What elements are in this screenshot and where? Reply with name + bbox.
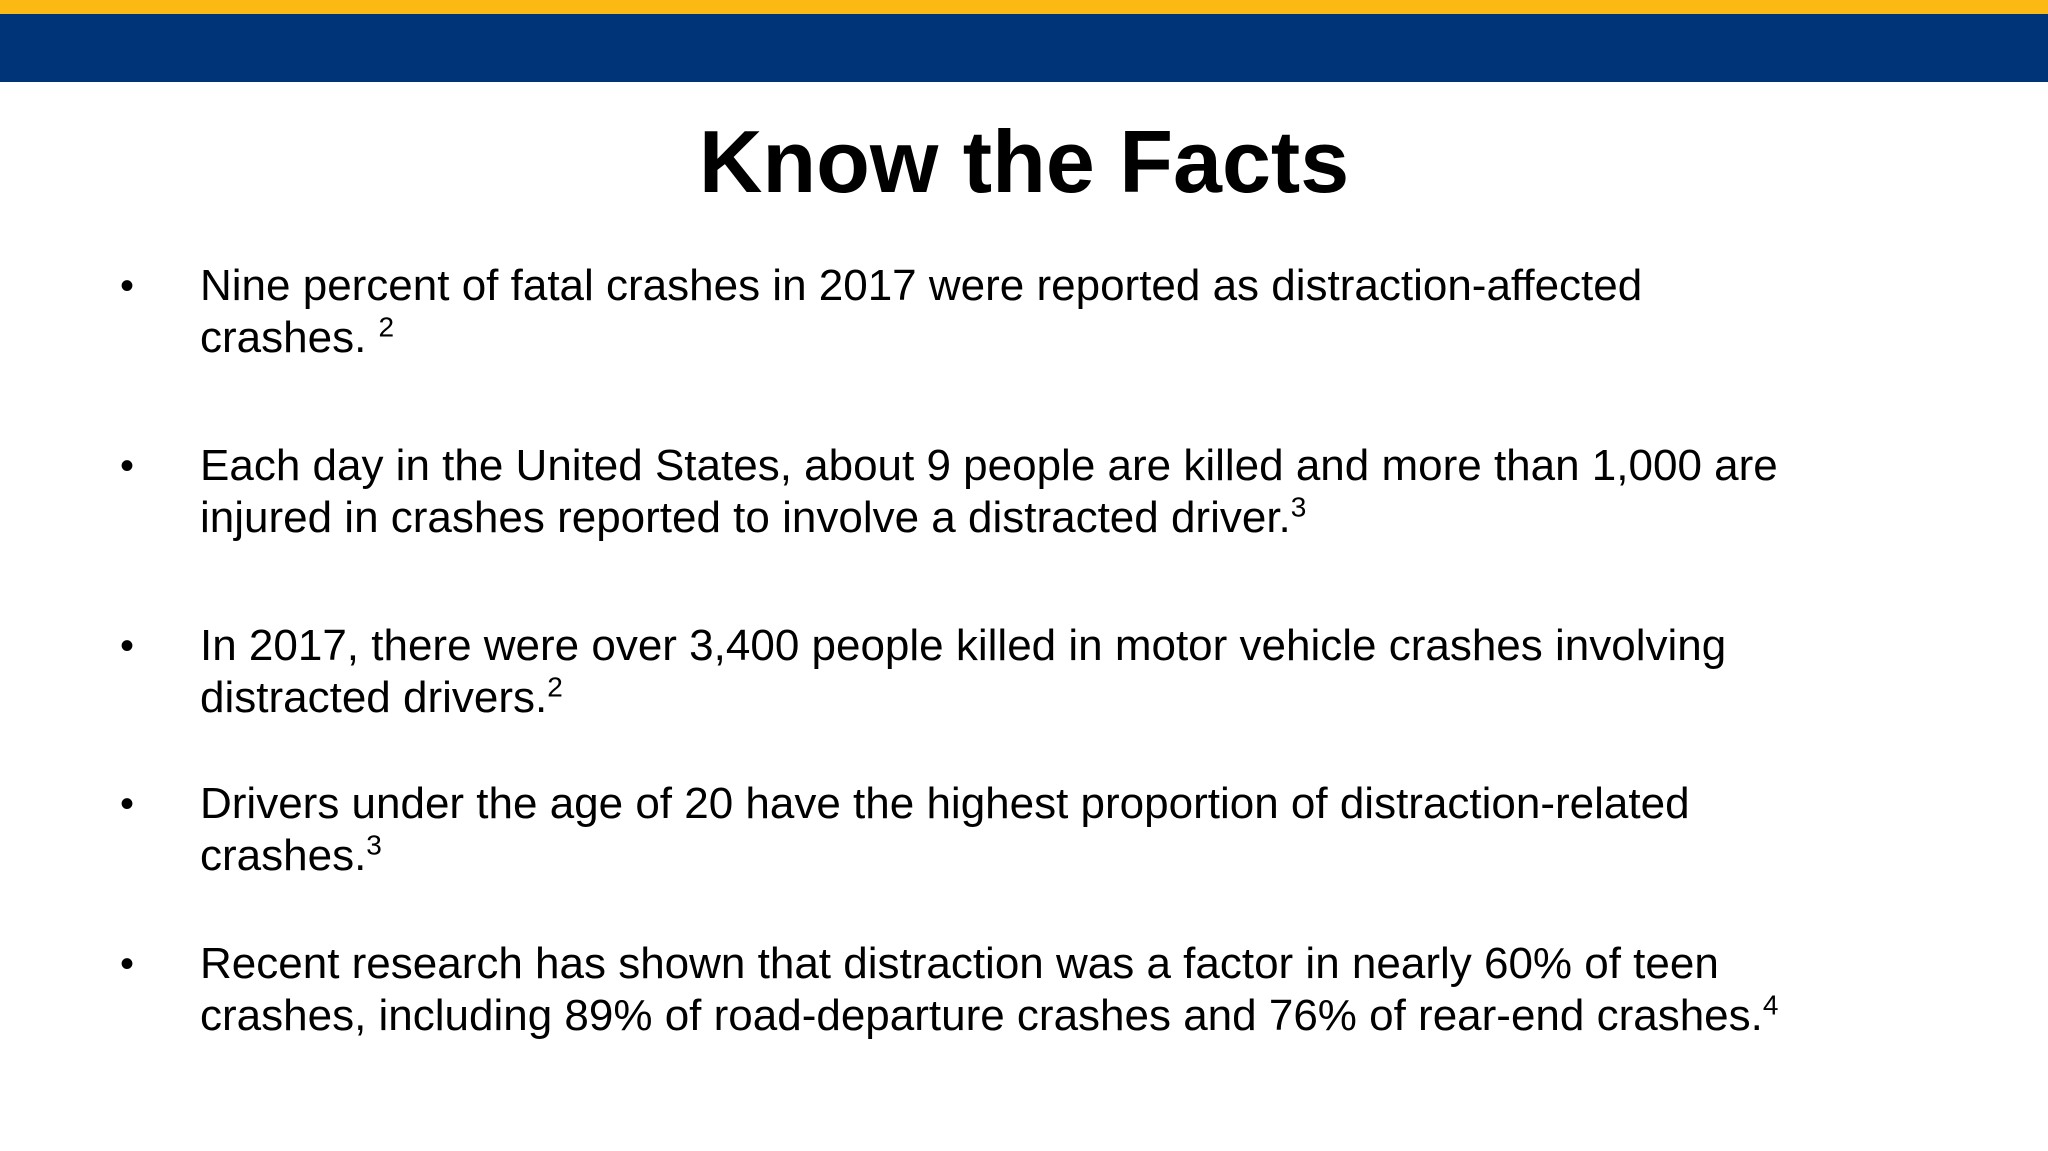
footnote-ref: 4 <box>1762 989 1779 1021</box>
fact-line: Nine percent of fatal crashes in 2017 were reported as distraction-affected <box>200 261 1643 310</box>
fact-text <box>200 778 2048 882</box>
footnote-ref: 3 <box>1290 491 1307 523</box>
bullet-icon: • <box>120 942 135 986</box>
fact-line: injured in crashes reported to involve a distracted driver. <box>200 493 1291 542</box>
footnote-ref: 2 <box>378 311 395 343</box>
fact-text <box>200 620 2048 724</box>
footnote-ref: 2 <box>547 671 563 703</box>
footnote-ref: 3 <box>366 829 382 861</box>
fact-text <box>200 440 2048 544</box>
bullet-icon: • <box>120 444 135 488</box>
fact-line: In 2017, there were over 3,400 people killed in motor vehicle crashes involving <box>200 621 1727 670</box>
fact-line: Drivers under the age of 20 have the highest proportion of distraction-related <box>200 779 1690 828</box>
bullet-icon: • <box>120 782 135 826</box>
header-blue-band <box>0 14 2048 82</box>
fact-line: Recent research has shown that distraction was a factor in nearly 60% of teen <box>200 939 1719 988</box>
bullet-icon: • <box>120 624 135 668</box>
bullet-icon: • <box>120 264 135 308</box>
fact-line: Each day in the United States, about 9 people are killed and more than 1,000 are <box>200 441 1778 490</box>
fact-line: crashes, including 89% of road-departure crashes and 76% of rear-end crashes. <box>200 991 1763 1040</box>
fact-line: crashes. <box>200 313 379 362</box>
fact-line: crashes. <box>200 831 367 880</box>
header-gold-stripe <box>0 0 2048 14</box>
fact-text <box>200 260 2048 364</box>
page-title: Know the Facts <box>698 112 1350 211</box>
fact-line: distracted drivers. <box>200 673 548 722</box>
fact-text <box>200 938 2048 1042</box>
